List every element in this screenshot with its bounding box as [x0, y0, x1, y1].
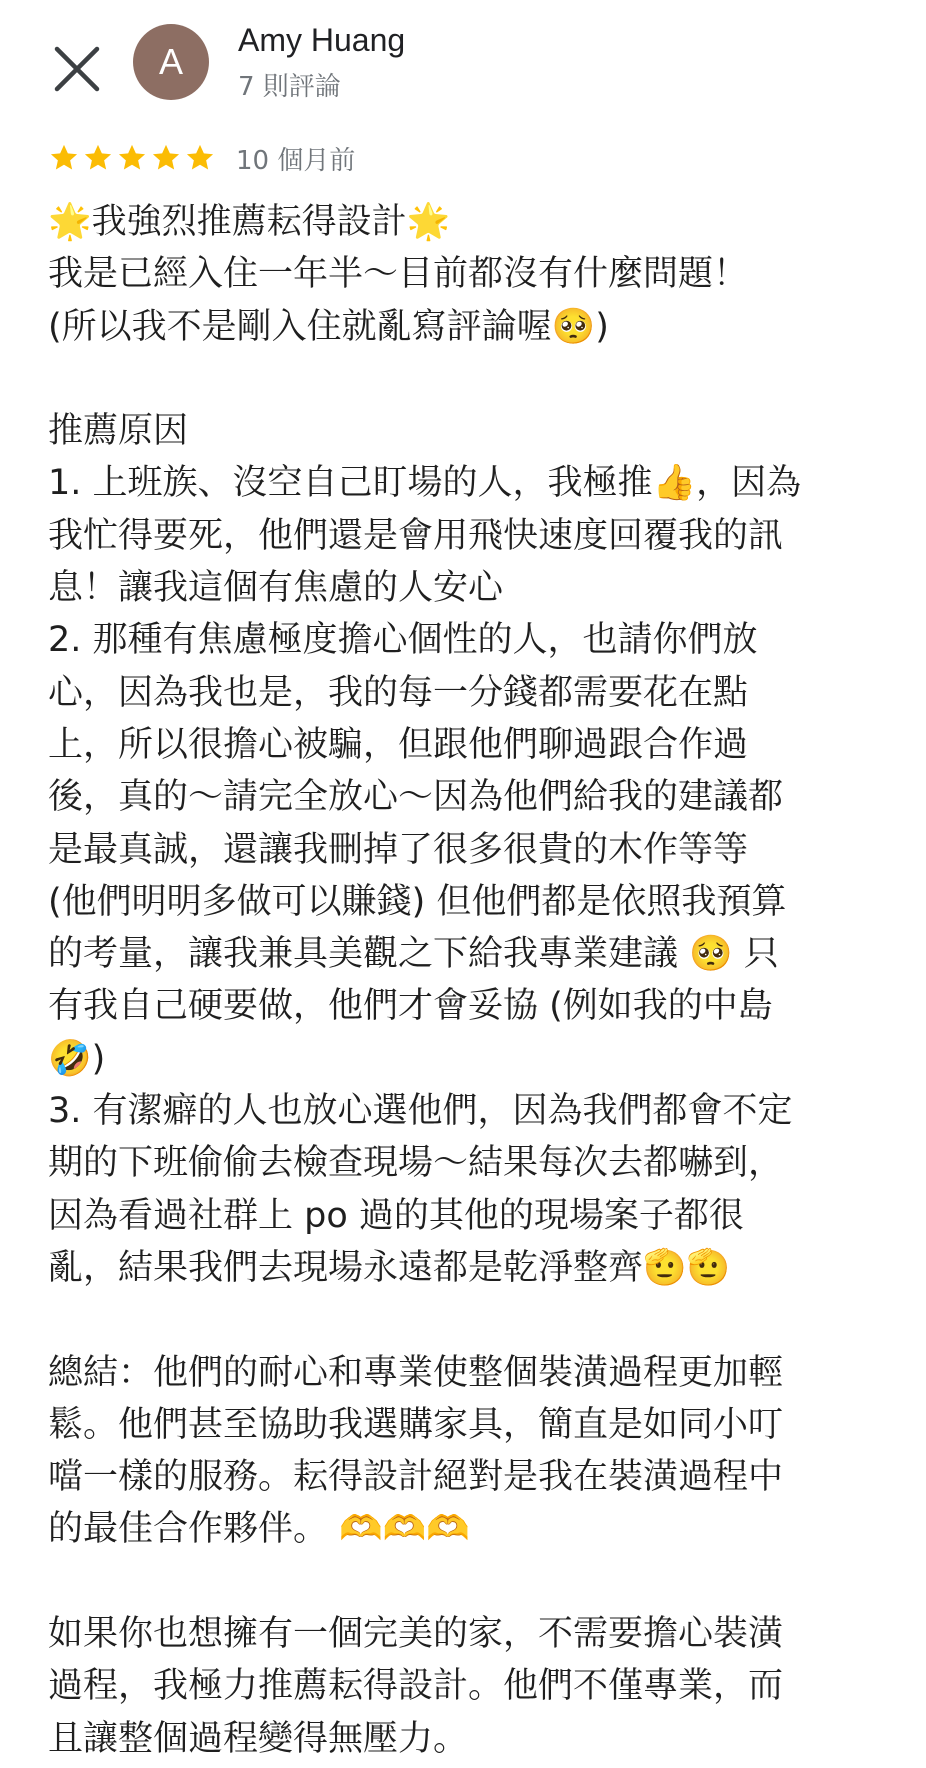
review-line	[48, 1294, 878, 1346]
review-line: (他們明明多做可以賺錢) 但他們都是依照我預算	[48, 881, 787, 922]
star-icon	[48, 142, 80, 174]
review-header	[0, 0, 926, 130]
review-line: 亂，結果我們去現場永遠都是乾淨整齊🫡🫡	[48, 1247, 731, 1288]
reviewer-review-count: 7 則評論	[238, 72, 341, 102]
review-line: 🤣)	[48, 1038, 106, 1079]
star-icon	[116, 142, 148, 174]
review-line: 鬆。他們甚至協助我選購家具，簡直是如同小叮	[48, 1404, 784, 1445]
review-line: 我忙得要死，他們還是會用飛快速度回覆我的訊	[48, 515, 784, 556]
review-line: 過程，我極力推薦耘得設計。他們不僅專業，而	[48, 1666, 784, 1707]
review-text	[48, 196, 878, 1765]
review-line: 🌟我強烈推薦耘得設計🌟	[48, 202, 451, 242]
star-icon	[184, 142, 216, 174]
review-line: 2. 那種有焦慮極度擔心個性的人，也請你們放	[48, 620, 758, 661]
avatar[interactable]: A	[133, 24, 209, 100]
review-line: 因為看過社群上 po 過的其他的現場案子都很	[48, 1195, 744, 1236]
close-icon	[48, 40, 106, 98]
review-line: 推薦原因	[48, 411, 189, 452]
rating-row	[48, 138, 355, 178]
review-line	[48, 1556, 878, 1608]
review-line: 期的下班偷偷去檢查現場～結果每次去都嚇到，	[48, 1143, 784, 1184]
review-line	[48, 353, 878, 405]
review-line: 的考量，讓我兼具美觀之下給我專業建議 🥺 只	[48, 934, 779, 975]
review-line: 心，因為我也是，我的每一分錢都需要花在點	[48, 672, 749, 713]
review-line: 上，所以很擔心被騙，但跟他們聊過跟合作過	[48, 724, 749, 765]
reviewer-name[interactable]: Amy Huang	[238, 22, 406, 58]
review-line: 息！讓我這個有焦慮的人安心	[48, 568, 504, 609]
review-line: (所以我不是剛入住就亂寫評論喔🥺)	[48, 306, 609, 347]
close-button[interactable]	[48, 40, 106, 98]
review-line: 且讓整個過程變得無壓力。	[48, 1718, 469, 1759]
star-icon	[82, 142, 114, 174]
review-line: 的最佳合作夥伴。 🫶🫶🫶	[48, 1509, 470, 1550]
review-line: 有我自己硬要做，他們才會妥協 (例如我的中島	[48, 986, 773, 1027]
star-rating	[48, 142, 216, 174]
review-line: 總結：他們的耐心和專業使整個裝潢過程更加輕	[48, 1352, 784, 1393]
review-line: 噹一樣的服務。耘得設計絕對是我在裝潢過程中	[48, 1457, 784, 1498]
star-icon	[150, 142, 182, 174]
review-line: 如果你也想擁有一個完美的家，不需要擔心裝潢	[48, 1614, 784, 1655]
review-time: 10 個月前	[236, 145, 356, 176]
review-line: 是最真誠，還讓我刪掉了很多很貴的木作等等	[48, 829, 749, 870]
review-line: 3. 有潔癖的人也放心選他們，因為我們都會不定	[48, 1091, 793, 1132]
review-line: 後，真的～請完全放心～因為他們給我的建議都	[48, 777, 784, 818]
review-line: 我是已經入住一年半～目前都沒有什麼問題！	[48, 254, 749, 295]
review-line: 1. 上班族、沒空自己盯場的人，我極推👍，因為	[48, 463, 802, 504]
